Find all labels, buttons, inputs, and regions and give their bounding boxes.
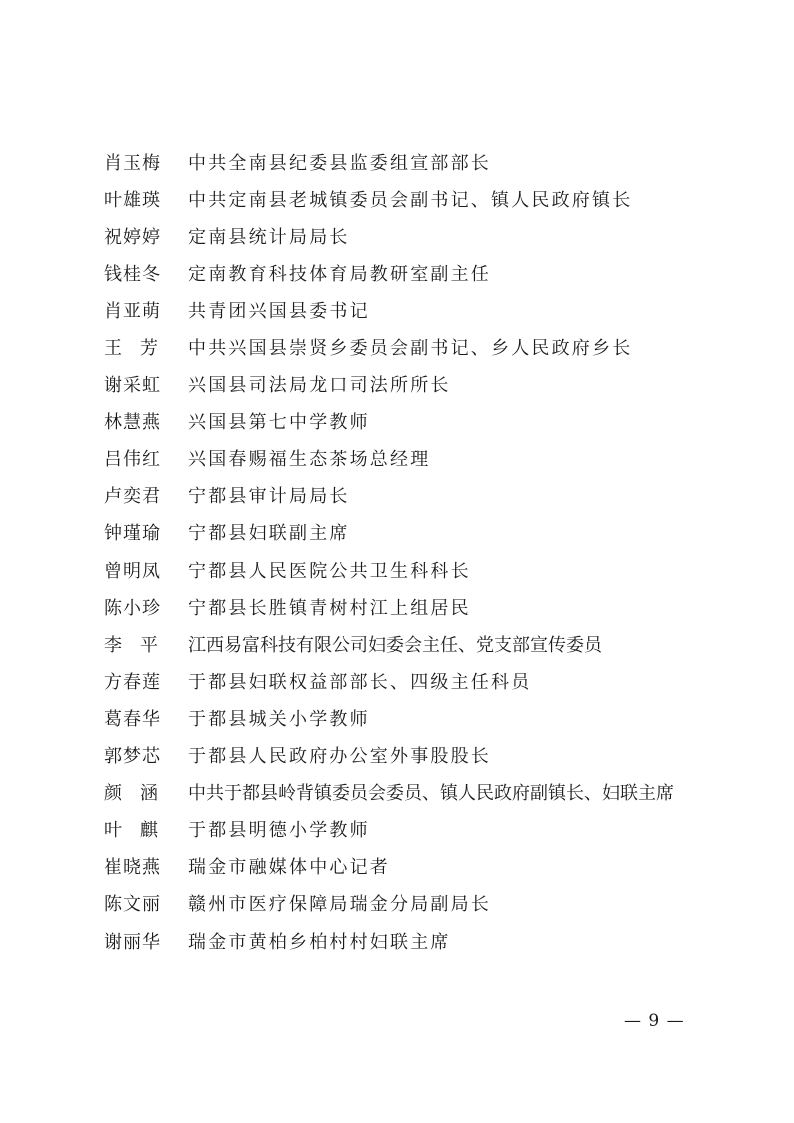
list-item (104, 143, 724, 180)
list-item (104, 551, 724, 588)
person-role: 于都县人民政府办公室外事股股长 (188, 746, 491, 768)
list-item (104, 291, 724, 328)
person-role: 宁都县长胜镇青树村江上组居民 (188, 597, 471, 619)
person-role: 于都县明德小学教师 (188, 820, 370, 842)
person-name: 肖玉梅 (104, 152, 161, 174)
person-name: 曾明凤 (104, 560, 161, 582)
list-item (104, 922, 724, 959)
person-name: 林慧燕 (104, 412, 161, 434)
person-role: 中共定南县老城镇委员会副书记、镇人民政府镇长 (188, 189, 633, 211)
list-item (104, 254, 724, 291)
person-role: 定南教育科技体育局教研室副主任 (188, 263, 491, 285)
list-item (104, 699, 724, 736)
person-name: 颜 涵 (104, 783, 158, 805)
person-name: 钱桂冬 (104, 263, 161, 285)
list-item (104, 848, 724, 885)
person-name: 祝婷婷 (104, 226, 161, 248)
person-role: 于都县妇联权益部部长、四级主任科员 (188, 671, 532, 693)
person-name: 李 平 (104, 634, 158, 656)
list-item (104, 217, 724, 254)
list-item (104, 403, 724, 440)
person-name: 陈文丽 (104, 894, 161, 916)
list-item (104, 662, 724, 699)
list-item (104, 366, 724, 403)
person-role: 兴国春赐福生态茶场总经理 (188, 449, 431, 471)
person-name: 卢奕君 (104, 486, 161, 508)
person-name: 郭梦芯 (104, 746, 161, 768)
person-name: 吕伟红 (104, 449, 161, 471)
person-name: 谢丽华 (104, 931, 161, 953)
person-role: 兴国县司法局龙口司法所所长 (188, 375, 451, 397)
person-name: 陈小珍 (104, 597, 161, 619)
person-role: 瑞金市融媒体中心记者 (188, 857, 390, 879)
person-name: 叶 麒 (104, 820, 158, 842)
person-role: 中共兴国县崇贤乡委员会副书记、乡人民政府乡长 (188, 338, 633, 360)
list-item (104, 885, 724, 922)
person-name: 崔晓燕 (104, 857, 161, 879)
person-name: 葛春华 (104, 708, 161, 730)
person-role: 瑞金市黄柏乡柏村村妇联主席 (188, 931, 451, 953)
list-item (104, 737, 724, 774)
person-role: 宁都县人民医院公共卫生科科长 (188, 560, 471, 582)
person-name: 王 芳 (104, 338, 158, 360)
person-role: 宁都县妇联副主席 (188, 523, 350, 545)
list-item (104, 774, 724, 811)
list-item (104, 180, 724, 217)
list-item (104, 625, 724, 662)
person-name: 钟瑾瑜 (104, 523, 161, 545)
list-item (104, 811, 724, 848)
list-item (104, 477, 724, 514)
person-role: 定南县统计局局长 (188, 226, 350, 248)
person-name: 叶雄瑛 (104, 189, 161, 211)
person-role: 兴国县第七中学教师 (188, 412, 370, 434)
person-name: 谢采虹 (104, 375, 161, 397)
person-role: 于都县城关小学教师 (188, 708, 370, 730)
person-role: 宁都县审计局局长 (188, 486, 350, 508)
person-name: 肖亚萌 (104, 300, 161, 322)
person-role: 共青团兴国县委书记 (188, 300, 370, 322)
person-role: 中共全南县纪委县监委组宣部部长 (188, 152, 491, 174)
page-number: — 9 — (624, 1011, 685, 1031)
list-item (104, 514, 724, 551)
name-list (104, 143, 724, 959)
person-role: 江西易富科技有限公司妇委会主任、党支部宣传委员 (188, 634, 602, 656)
list-item (104, 588, 724, 625)
person-role: 赣州市医疗保障局瑞金分局副局长 (188, 894, 491, 916)
list-item (104, 328, 724, 365)
person-role: 中共于都县岭背镇委员会委员、镇人民政府副镇长、妇联主席 (188, 783, 674, 805)
person-name: 方春莲 (104, 671, 161, 693)
list-item (104, 440, 724, 477)
